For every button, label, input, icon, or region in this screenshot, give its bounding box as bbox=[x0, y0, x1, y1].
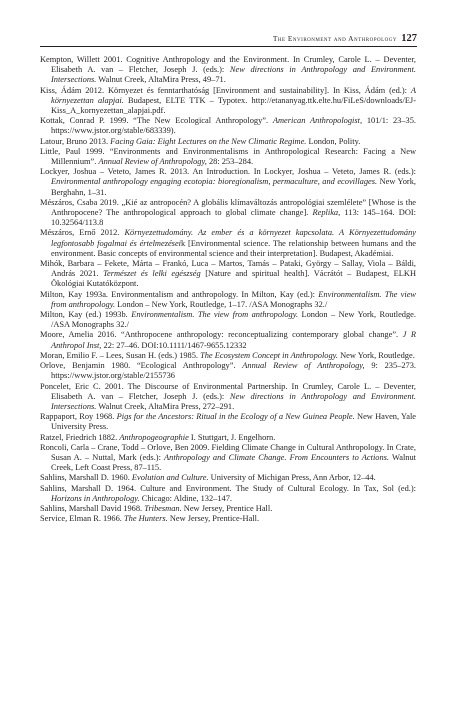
reference-entry bbox=[40, 116, 416, 136]
reference-entry bbox=[40, 484, 416, 504]
reference-entry bbox=[40, 290, 416, 310]
reference-entry bbox=[40, 167, 416, 198]
reference-text: Moore, Amelia 2016. “Anthropocene anthropology: reconceptualizing contemporary global change”. bbox=[40, 330, 403, 340]
reference-text: Ratzel, Friedrich 1882. bbox=[40, 432, 120, 442]
reference-text: Walnut Creek, AltaMira Press, 49–71. bbox=[96, 75, 226, 85]
reference-text: Kiss, Ádám 2012. Környezet és fenntarthatóság [Environment and sustainability]. In Kiss, Ádám (ed.): bbox=[40, 85, 411, 95]
reference-text: I. Stuttgart, J. Engelhorn. bbox=[188, 432, 276, 442]
reference-text: New Jersey, Prentice-Hall. bbox=[167, 514, 260, 524]
reference-entry bbox=[40, 147, 416, 167]
reference-text: Little, Paul 1999. “Environments and Environmentalisms in Anthropological Research: Facing a New Millennium”. bbox=[40, 146, 416, 167]
reference-text: New Jersey, Prentice Hall. bbox=[181, 503, 273, 513]
reference-text: Sahlins, Marshall D. 1960. bbox=[40, 473, 132, 483]
reference-text: London, Polity. bbox=[306, 136, 361, 146]
reference-title: Facing Gaia: Eight Lectures on the New Climatic Regime. bbox=[110, 136, 307, 146]
reference-entry bbox=[40, 310, 416, 330]
reference-title: Replika, bbox=[312, 208, 341, 218]
reference-entry bbox=[40, 137, 416, 147]
running-head: The Environment and Anthropology bbox=[272, 34, 397, 43]
reference-text: Chicago: Aldine, 132–147. bbox=[139, 493, 233, 503]
reference-text: 101/1: 23–35. https://www.jstor.org/stable/683339). bbox=[51, 116, 417, 136]
reference-title: American Anthropologist, bbox=[272, 116, 363, 126]
reference-title: Természet és lelki egészség bbox=[103, 269, 201, 279]
reference-entry bbox=[40, 351, 416, 361]
reference-text: Sahlins, Marshall David 1968. bbox=[40, 503, 145, 513]
reference-text: Kottak, Conrad P. 1999. “The New Ecological Anthropology”. bbox=[40, 116, 273, 126]
reference-title: Environmental anthropology engaging ecotopia: bioregionalism, permaculture, and ecovillages. bbox=[51, 177, 378, 187]
reference-entry bbox=[40, 330, 416, 350]
reference-text: 9: 235–273. https://www.jstor.org/stable/2155736 bbox=[51, 361, 416, 381]
reference-text: 28: 253–284. bbox=[206, 157, 254, 167]
reference-title: Anthropology and Climate Change. From Encounters to Actions. bbox=[164, 452, 390, 462]
page-number: 127 bbox=[401, 33, 417, 44]
reference-entry bbox=[40, 382, 416, 413]
reference-text: Poncelet, Eric C. 2001. The Discourse of Environmental Partnership. In Crumley, Carole L. – Deventer, Elisabeth A. van – Fletcher, Joseph J. (eds.): bbox=[40, 381, 416, 401]
reference-text: Service, Elman R. 1966. bbox=[40, 514, 124, 524]
reference-text: Mihók, Barbara – Fekete, Márta – Frankó, Luca – Martos, Tamás – Pataki, György – Sallay, Viola – Báldi, András 2021. bbox=[40, 259, 416, 279]
reference-list bbox=[40, 55, 416, 524]
reference-text: London – New York, Routledge, 1–17. /ASA Monographs 32./ bbox=[115, 299, 328, 309]
reference-text: Kempton, Willett 2001. Cognitive Anthropology and the Environment. In Crumley, Carole L. – Deventer, Elisabeth A. van – Fletcher, Joseph J. (eds.): bbox=[40, 55, 416, 75]
reference-text: Sahlins, Marshall D. 1964. Culture and Environment. The Study of Cultural Ecology. In Tax, Sol (ed.): bbox=[40, 483, 416, 493]
reference-text: Budapest, ELTE TTK – Typotex. http://etananyag.ttk.elte.hu/FiLeS/downloads/EJ-Kiss_A_kornyezettan_alapjai.pdf. bbox=[51, 95, 416, 116]
reference-entry bbox=[40, 198, 416, 229]
reference-text: Roncoli, Carla – Crane, Todd – Orlove, Ben 2009. Fielding Climate Change in Cultural Anthropology. In Crate, Susan A. – Nuttal, Mark (eds.): bbox=[40, 442, 416, 462]
reference-entry bbox=[40, 55, 416, 86]
reference-text: Orlove, Benjamin 1980. “Ecological Anthropology”. bbox=[40, 361, 243, 371]
reference-entry bbox=[40, 514, 416, 524]
reference-entry bbox=[40, 473, 416, 483]
reference-entry bbox=[40, 433, 416, 443]
reference-text: Moran, Emilio F. – Lees, Susan H. (eds.) 1985. bbox=[40, 350, 201, 360]
reference-text: Milton, Kay 1993a. Environmentalism and anthropology. In Milton, Kay (ed.): bbox=[40, 289, 319, 299]
reference-entry bbox=[40, 228, 416, 259]
reference-title: The Hunters. bbox=[123, 514, 168, 524]
reference-text: Milton, Kay (ed.) 1993b. bbox=[40, 310, 132, 320]
reference-entry bbox=[40, 86, 416, 117]
reference-text: Latour, Bruno 2013. bbox=[40, 136, 111, 146]
reference-title: Anthropogeographie bbox=[119, 432, 189, 442]
reference-text: New York, Routledge. bbox=[338, 350, 415, 360]
reference-text: Mészáros, Ernő 2012. bbox=[40, 228, 125, 238]
reference-title: The Ecosystem Concept in Anthropology. bbox=[200, 350, 339, 360]
reference-text: k [Environmental science. The relationship between humans and the environment. Basic concepts of environmental science and their interpretation]. Budapest, Akadémiai. bbox=[51, 238, 416, 258]
reference-title: New directions in Anthropology and Environment. Intersections. bbox=[51, 391, 416, 411]
reference-title: Pigs for the Ancestors: Ritual in the Ecology of a New Guinea People. bbox=[116, 412, 355, 422]
reference-title: Horizons in Anthropology. bbox=[51, 493, 140, 503]
reference-text: 22: 27–46. DOI:10.1111/1467-9655.12332 bbox=[101, 340, 247, 350]
reference-text: Mészáros, Csaba 2019. „Kié az antropocén? A globális klímaváltozás antropológiai szemlélete” [Whose is the Anthropocene? The anthropological approach to global climate change]. bbox=[40, 197, 416, 218]
reference-text: Walnut Creek, Left Coast Press, 87–115. bbox=[51, 452, 416, 473]
reference-title: J R Anthropol Inst, bbox=[51, 330, 416, 350]
reference-title: New directions in Anthropology and Environment. Intersections. bbox=[51, 65, 416, 85]
reference-title: Annual Review of Anthropology, bbox=[242, 361, 365, 371]
reference-title: Környezettudomány. Az ember és a környezet kapcsolata. A Környezettudomány legfontosabb fogalmai és értelmezései bbox=[51, 228, 416, 248]
reference-text: Lockyer, Joshua – Veteto, James R. 2013. An Introduction. In Lockyer, Joshua – Veteto, James R. (eds.): bbox=[40, 167, 416, 177]
reference-text: London – New York, Routledge. /ASA Monographs 32./ bbox=[51, 310, 416, 330]
reference-entry bbox=[40, 259, 416, 290]
reference-text: University of Michigan Press, Ann Arbor, 12–44. bbox=[208, 473, 376, 483]
reference-title: Evolution and Culture. bbox=[131, 473, 209, 483]
page-header bbox=[40, 30, 417, 47]
reference-title: A környezettan alapjai. bbox=[51, 85, 416, 105]
reference-text: 113: 145–164. DOI: 10.32564/113.8 bbox=[51, 208, 416, 228]
reference-text: Rappaport, Roy 1968. bbox=[40, 412, 117, 422]
reference-title: Environmentalism. The view from anthropology. bbox=[51, 289, 416, 309]
reference-text: Walnut Creek, AltaMira Press, 272–291. bbox=[96, 401, 235, 411]
reference-text: [Nature and spiritual health]. Vácrátót – Budapest, ELKH Ökológiai Kutatóközpont. bbox=[51, 269, 416, 289]
reference-entry bbox=[40, 443, 416, 474]
reference-text: New Haven, Yale University Press. bbox=[51, 412, 416, 432]
reference-title: Environmentalism. The view from anthropology. bbox=[131, 310, 299, 320]
reference-title: Annual Review of Anthropology, bbox=[98, 157, 207, 167]
reference-title: Tribesman. bbox=[144, 503, 182, 513]
reference-entry bbox=[40, 504, 416, 514]
reference-entry bbox=[40, 412, 416, 432]
reference-entry bbox=[40, 361, 416, 381]
reference-text: New York, Berghahn, 1–31. bbox=[51, 177, 416, 197]
